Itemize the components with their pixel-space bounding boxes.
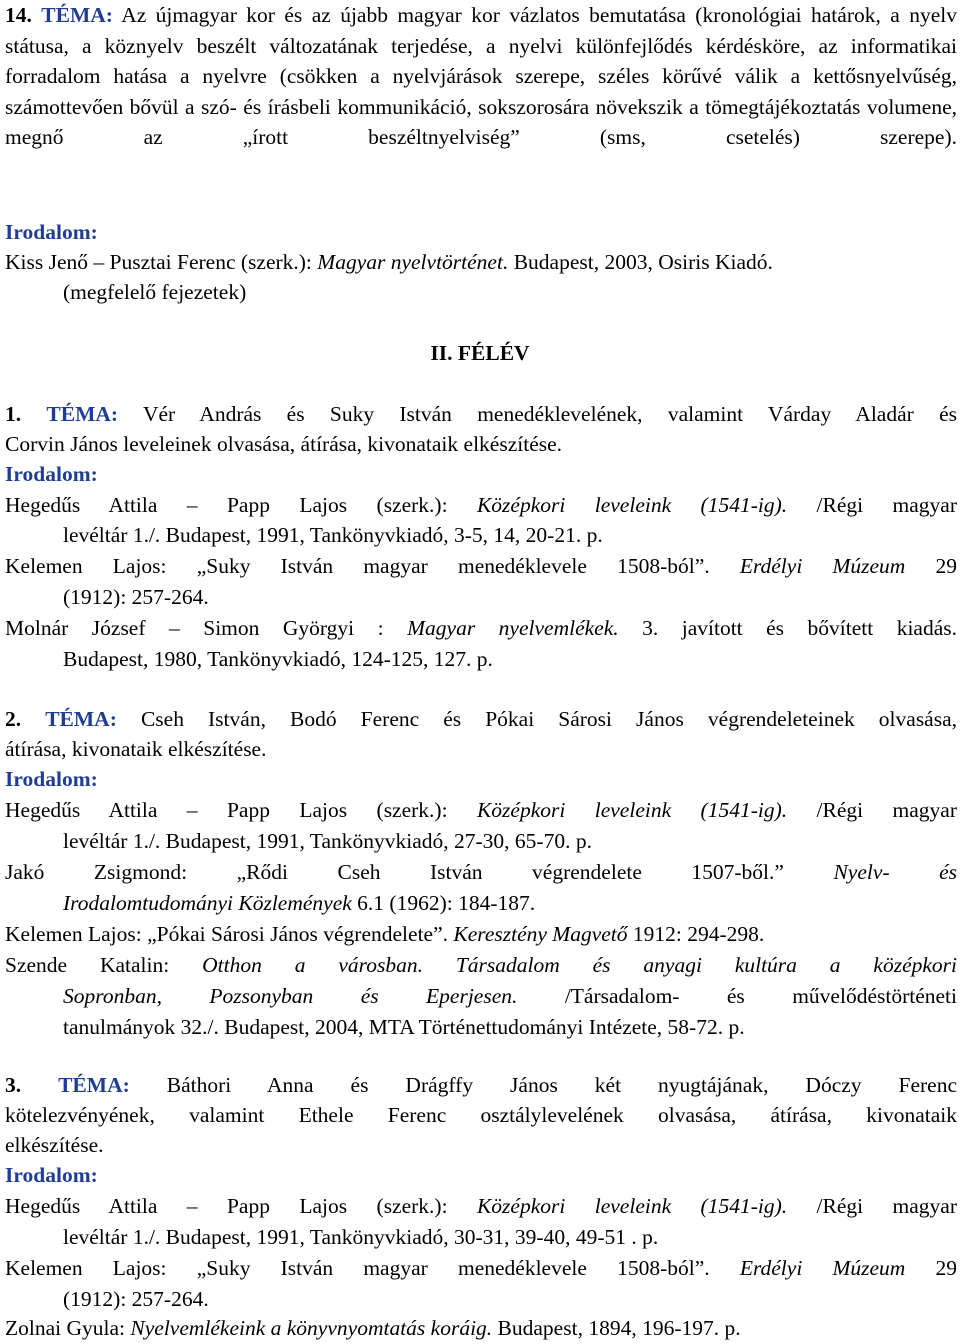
topic-number: 1. — [5, 402, 22, 426]
ref-edition: 3. javított és bővített kiadás. — [642, 616, 958, 640]
topic-2-line-2: átírása, kivonataik elkészítése. — [5, 737, 267, 761]
reference-entry — [5, 247, 957, 278]
reference-continuation — [5, 888, 535, 919]
ref-authors: Hegedűs Attila – Papp Lajos (szerk.): — [5, 493, 448, 517]
reference-entry — [5, 613, 957, 644]
ref-series: /Régi magyar — [816, 1194, 957, 1218]
ref-journal: Nyelv- és — [833, 860, 957, 884]
reference-continuation — [5, 981, 957, 1012]
ref-title: Otthon a városban. Társadalom és anyagi kultúra a középkori — [202, 953, 958, 977]
ref-volume: 6.1 (1962): 184-187. — [357, 891, 536, 915]
ref-title: Középkori leveleink (1541-ig). — [476, 493, 788, 517]
ref-title: Középkori leveleink (1541-ig). — [476, 1194, 788, 1218]
literature-heading: Irodalom: — [5, 767, 98, 791]
topic-2-line-1 — [5, 704, 957, 735]
topic-label: TÉMA: — [45, 707, 117, 731]
ref-authors: Jakó Zsigmond: „Rődi Cseh István végrendelete 1507-ből.” — [5, 860, 784, 884]
topic-number: 2. — [5, 707, 22, 731]
ref-title: Magyar nyelvemlékek. — [407, 616, 619, 640]
reference-entry — [5, 1253, 957, 1284]
topic-3-line-2: kötelezvényének, valamint Ethele Ferenc osztálylevelének olvasása, átírása, kivonataik — [5, 1103, 957, 1127]
ref-authors: Hegedűs Attila – Papp Lajos (szerk.): — [5, 1194, 448, 1218]
topic-text: Az újmagyar kor és az újabb magyar kor vázlatos bemutatása (kronológiai határok, a nyelv státusa, a köznyelv beszélt változatának terjedése, a nyelvi különfejlődés kérdésköre, az informatikai forradalom hatása a nyelvre (csökken a nyelvjárások szerepe, széles körűvé válik a kettősnyelvűség, számottevően bővül a szó- és írásbeli kommunikáció, sokszorosára növekszik a tömegtájékoztatás volumene, megnő az „írott beszéltnyelviség” (sms, csetelés) szerepe). — [5, 3, 957, 150]
reference-continuation: Budapest, 1980, Tankönyvkiadó, 124-125, 127. p. — [63, 647, 493, 671]
ref-authors: Kelemen Lajos: „Suky István magyar menedéklevele 1508-ból”. — [5, 1256, 710, 1280]
ref-series: /Társadalom- és művelődéstörténeti — [564, 984, 957, 1008]
reference-entry — [5, 795, 957, 826]
ref-title-cont: Sopronban, Pozsonyban és Eperjesen. — [63, 984, 518, 1008]
ref-authors: Hegedűs Attila – Papp Lajos (szerk.): — [5, 798, 448, 822]
ref-volume: 1912: 294-298. — [632, 922, 765, 946]
reference-continuation: (1912): 257-264. — [63, 585, 209, 609]
literature-heading: Irodalom: — [5, 1163, 98, 1187]
topic-label: TÉMA: — [41, 3, 113, 27]
ref-publisher: Budapest, 2003, Osiris Kiadó. — [513, 250, 773, 274]
semester-heading: II. FÉLÉV — [430, 341, 530, 365]
ref-series: /Régi magyar — [816, 493, 957, 517]
ref-volume: 29 — [935, 1256, 958, 1280]
reference-continuation: tanulmányok 32./. Budapest, 2004, MTA Történettudományi Intézete, 58-72. p. — [63, 1015, 745, 1039]
reference-note: (megfelelő fejezetek) — [63, 280, 247, 304]
ref-journal: Keresztény Magvető — [453, 922, 628, 946]
topic-3-line-3: elkészítése. — [5, 1133, 104, 1157]
topic-14-paragraph — [5, 0, 957, 153]
reference-continuation: levéltár 1./. Budapest, 1991, Tankönyvkiadó, 3-5, 14, 20-21. p. — [63, 523, 603, 547]
ref-series: /Régi magyar — [816, 798, 957, 822]
reference-continuation: levéltár 1./. Budapest, 1991, Tankönyvkiadó, 27-30, 65-70. p. — [63, 829, 592, 853]
topic-3-line-1 — [5, 1070, 957, 1101]
ref-journal: Erdélyi Múzeum — [739, 1256, 906, 1280]
topic-label: TÉMA: — [58, 1073, 130, 1097]
topic-number: 3. — [5, 1073, 22, 1097]
reference-entry — [5, 857, 957, 888]
reference-continuation: (1912): 257-264. — [63, 1287, 209, 1311]
ref-authors: Kelemen Lajos: „Pókai Sárosi János végrendelete”. — [5, 922, 448, 946]
topic-text: Cseh István, Bodó Ferenc és Pókai Sárosi János végrendeleteinek olvasása, — [140, 707, 958, 731]
reference-entry — [5, 551, 957, 582]
reference-entry — [5, 1313, 957, 1344]
ref-journal-cont: Irodalomtudományi Közlemények — [63, 891, 352, 915]
ref-volume: 29 — [935, 554, 958, 578]
topic-label: TÉMA: — [46, 402, 119, 426]
reference-entry — [5, 1191, 957, 1222]
ref-authors: Molnár József – Simon Györgyi : — [5, 616, 384, 640]
ref-publisher: Budapest, 1894, 196-197. p. — [497, 1316, 741, 1340]
reference-entry — [5, 490, 957, 521]
ref-journal: Erdélyi Múzeum — [739, 554, 906, 578]
ref-authors: Zolnai Gyula: — [5, 1316, 126, 1340]
reference-entry — [5, 919, 957, 950]
ref-authors: Kiss Jenő – Pusztai Ferenc (szerk.): — [5, 250, 312, 274]
ref-title: Középkori leveleink (1541-ig). — [476, 798, 788, 822]
ref-title: Magyar nyelvtörténet. — [317, 250, 509, 274]
ref-authors: Kelemen Lajos: „Suky István magyar menedéklevele 1508-ból”. — [5, 554, 710, 578]
literature-heading: Irodalom: — [5, 220, 98, 244]
topic-text: Vér András és Suky István menedéklevelének, valamint Várday Aladár és — [142, 402, 957, 426]
topic-1-line-1 — [5, 399, 957, 430]
topic-number: 14. — [5, 3, 32, 27]
reference-continuation: levéltár 1./. Budapest, 1991, Tankönyvkiadó, 30-31, 39-40, 49-51 . p. — [63, 1225, 659, 1249]
reference-entry — [5, 950, 957, 981]
literature-heading: Irodalom: — [5, 462, 98, 486]
topic-1-line-2: Corvin János leveleinek olvasása, átírása, kivonataik elkészítése. — [5, 432, 563, 456]
ref-title: Nyelvemlékeink a könyvnyomtatás koráig. — [130, 1316, 493, 1340]
topic-text: Báthori Anna és Drágffy János két nyugtájának, Dóczy Ferenc — [166, 1073, 958, 1097]
ref-authors: Szende Katalin: — [5, 953, 170, 977]
